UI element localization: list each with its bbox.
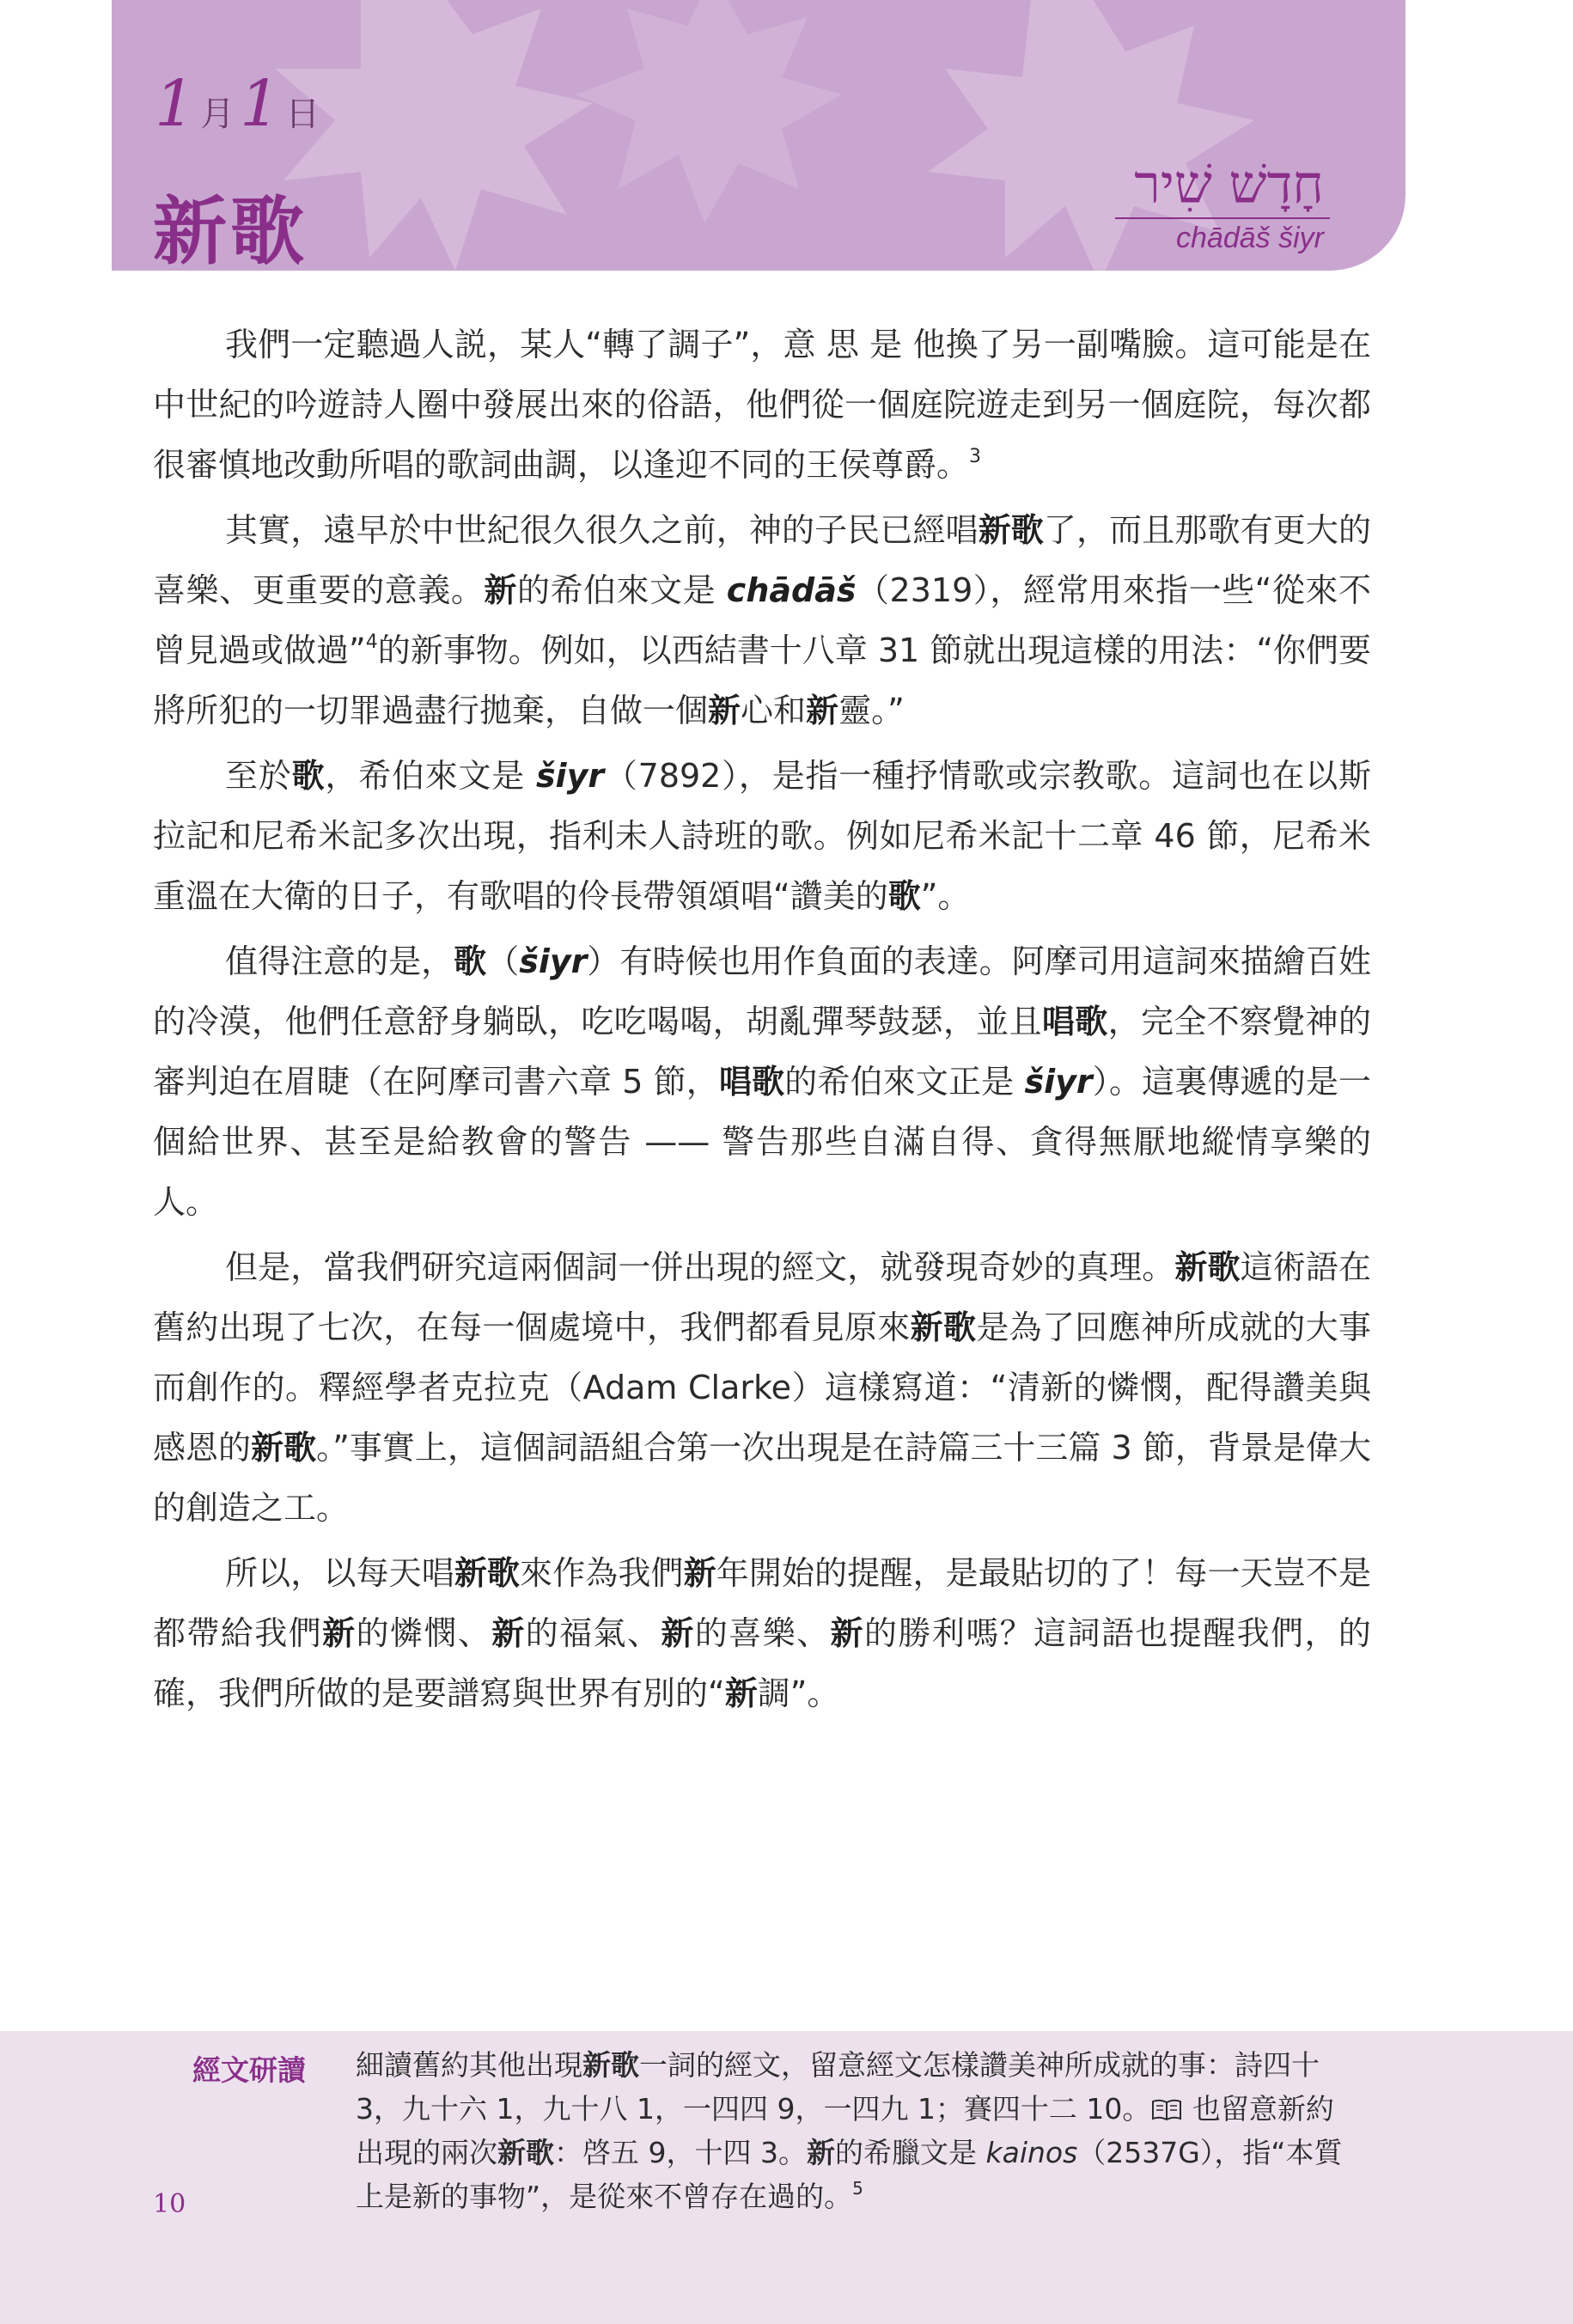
emphasis-text: 新 (830, 1614, 864, 1652)
text-run: 心和 (741, 692, 807, 729)
paragraph (153, 1237, 1371, 1538)
month-number: 1 (155, 67, 196, 141)
text-run: ）。這裏傳遞的是一個給世界、甚至是給教會的警告 —— 警告那些自滿自得、貪得無厭地縱情享樂的人。 (153, 1063, 1371, 1221)
emphasis-text: šiyr (535, 757, 605, 795)
emphasis-text: 新歌 (251, 1429, 317, 1467)
paragraph (153, 931, 1371, 1232)
date-label (155, 67, 325, 141)
text-run: 了，而且那歌有更大的喜樂、更重要的意義。 (153, 511, 1371, 609)
emphasis-text: chādāš (726, 571, 857, 609)
study-label: 經文研讀 (192, 2053, 306, 2087)
text-run: 的新事物。例如，以西結書十八章 31 節就出現這樣的用法：“你們要將所犯的一切罪過盡行拋棄，自做一個 (153, 631, 1372, 729)
day-unit: 日 (285, 95, 320, 134)
text-run: 。”事實上，這個詞語組合第一次出現是在詩篇三十三篇 3 節，背景是偉大的創造之工。 (153, 1429, 1371, 1527)
study-text (356, 2043, 1344, 2218)
footnote-marker: 3 (969, 446, 982, 467)
emphasis-text: 新 (806, 2136, 835, 2169)
emphasis-text: 歌 (454, 942, 487, 980)
emphasis-text: 新 (683, 1554, 716, 1592)
text-run: （2537G），指“本質上是新的事物”，是從來不曾存在過的。 (356, 2136, 1343, 2213)
paragraph (153, 500, 1371, 741)
text-run: 所以，以每天唱 (225, 1554, 454, 1592)
text-run: kainos (985, 2136, 1078, 2169)
paragraph (153, 746, 1371, 926)
text-run: 的勝利嗎？這詞語也提醒我們，的確，我們所做的是要譜寫與世界有別的“ (153, 1614, 1371, 1712)
hebrew-term: חָדָשׁ שִׁיר (1134, 153, 1324, 216)
text-run: 我們一定聽過人説，某人“轉了調子”，意 思 是 他換了另一副嘴臉。這可能是在中世紀的吟遊詩人圈中發展出來的俗語，他們從一個庭院遊走到另一個庭院，每次都很審慎地改動所唱的歌詞曲調，以逢迎不同的王侯尊爵。 (153, 326, 1371, 484)
text-run: 來作為我們 (520, 1554, 684, 1592)
emphasis-text: 新 (724, 1674, 758, 1712)
emphasis-text: 新 (322, 1614, 357, 1652)
day-number: 1 (240, 67, 281, 141)
text-run: 年開始的提醒，是最貼切的了！每一天豈不是都帶給我們 (153, 1554, 1371, 1652)
text-run: 的希伯來文是 (516, 571, 727, 609)
emphasis-text: 歌 (291, 757, 326, 795)
header-banner (112, 0, 1405, 271)
text-run: （7892），是指一種抒情歌或宗教歌。這詞也在以斯拉記和尼希米記多次出現，指利未人詩班的歌。例如尼希米記十二章 46 節，尼希米重溫在大衛的日子，有歌唱的伶長帶領頌唱“讚美的 (153, 757, 1371, 915)
text-run: ：啓五 9，十四 3。 (554, 2136, 807, 2169)
book-icon (1150, 2098, 1183, 2122)
emphasis-text: 新 (806, 692, 839, 729)
emphasis-text: 新歌 (454, 1554, 521, 1592)
text-run: 這術語在舊約出現了七次，在每一個處境中，我們都看見原來 (153, 1248, 1371, 1346)
article-body (153, 314, 1371, 1729)
emphasis-text: 唱歌 (1041, 1003, 1108, 1040)
text-run: 至於 (225, 757, 292, 795)
text-run: 的喜樂、 (694, 1614, 831, 1652)
emphasis-text: šiyr (519, 942, 588, 980)
footnote-marker: 4 (365, 631, 378, 653)
month-unit: 月 (200, 95, 235, 134)
emphasis-text: 新 (661, 1614, 695, 1652)
text-run: 是為了回應神所成就的大事而創作的。釋經學者克拉克（Adam Clarke）這樣寫道：“清新的憐憫，配得讚美與感恩的 (153, 1308, 1371, 1467)
text-run: 的憐憫、 (356, 1614, 492, 1652)
footnote-marker: 5 (852, 2178, 863, 2199)
emphasis-text: 新 (708, 692, 741, 729)
text-run: 的希臘文是 (834, 2136, 986, 2169)
text-run: 的福氣、 (525, 1614, 662, 1652)
text-run: 其實，遠早於中世紀很久很久之前，神的子民已經唱 (225, 511, 979, 549)
text-run: （ (486, 942, 520, 980)
emphasis-text: 新歌 (582, 2048, 639, 2082)
hebrew-divider (1115, 217, 1330, 219)
paragraph (153, 314, 1371, 495)
emphasis-text: 新歌 (978, 511, 1044, 549)
text-run: 值得注意的是， (225, 942, 454, 980)
emphasis-text: 新歌 (1174, 1248, 1241, 1286)
emphasis-text: 歌 (887, 877, 921, 915)
text-run: 靈。” (838, 692, 905, 729)
emphasis-text: 唱歌 (718, 1063, 785, 1101)
emphasis-text: šiyr (1024, 1063, 1093, 1101)
text-run: 的希伯來文正是 (784, 1063, 1025, 1101)
text-run: 細讀舊約其他出現 (356, 2048, 582, 2082)
transliteration: chādāš šiyr (1176, 222, 1324, 254)
text-run: 一詞的經文，留意經文怎樣讚美神所成就的事：詩四十 3，九十六 1，九十八 1，一四四 9，一四九 1；賽四十二 10。 (356, 2048, 1320, 2126)
text-run: ，完全不察覺神的審判迫在眉睫（在阿摩司書六章 5 節， (153, 1003, 1371, 1101)
page-title: 新歌 (153, 188, 308, 271)
emphasis-text: 新 (491, 1614, 526, 1652)
text-run: 但是，當我們研究這兩個詞一併出現的經文，就發現奇妙的真理。 (225, 1248, 1175, 1286)
text-run: ，希伯來文是 (325, 757, 536, 795)
text-run: 調”。 (757, 1674, 840, 1712)
emphasis-text: 新歌 (497, 2136, 554, 2169)
paragraph (153, 1543, 1371, 1723)
page-number: 10 (153, 2189, 186, 2219)
text-run: ”。 (920, 877, 971, 915)
text-run: （2319），經常用來指一些“從來不曾見過或做過” (153, 571, 1371, 669)
emphasis-text: 新 (484, 571, 517, 609)
emphasis-text: 新歌 (910, 1308, 977, 1346)
text-run: ）有時候也用作負面的表達。阿摩司用這詞來描繪百姓的冷漠，他們任意舒身躺臥，吃吃喝喝，胡亂彈琴鼓瑟，並且 (153, 942, 1371, 1040)
text-run: 也留意新約出現的兩次 (356, 2092, 1334, 2169)
